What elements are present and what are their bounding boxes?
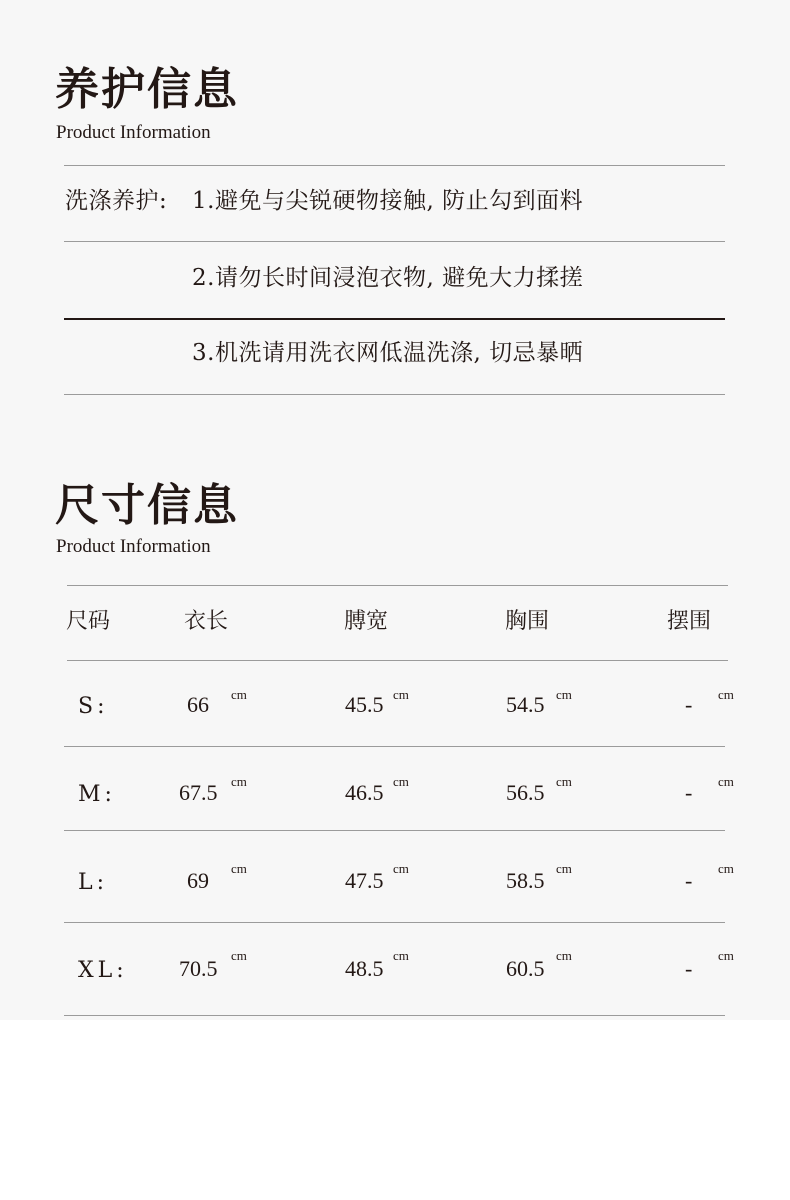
header-chest: 胸围 [505, 609, 550, 634]
care-divider [64, 241, 725, 242]
table-divider [64, 830, 725, 831]
unit-label: cm [718, 687, 734, 702]
unit-label: cm [718, 948, 734, 963]
unit-label: cm [556, 687, 572, 702]
care-divider [64, 165, 725, 166]
unit-label: cm [393, 948, 409, 963]
length-value: 70.5 [179, 956, 218, 981]
unit-label: cm [556, 774, 572, 789]
unit-label: cm [393, 774, 409, 789]
unit-label: cm [393, 687, 409, 702]
care-subtitle: Product Information [56, 122, 211, 143]
header-shoulder: 膊宽 [344, 609, 389, 634]
header-length: 衣长 [184, 609, 229, 634]
unit-label: cm [556, 861, 572, 876]
length-value: 66 [187, 692, 209, 717]
shoulder-value: 45.5 [345, 692, 384, 717]
shoulder-value: 46.5 [345, 780, 384, 805]
unit-label: cm [231, 774, 247, 789]
unit-label: cm [231, 948, 247, 963]
unit-label: cm [556, 948, 572, 963]
care-label: 洗涤养护: [65, 188, 168, 214]
unit-label: cm [231, 861, 247, 876]
care-divider [64, 394, 725, 395]
chest-value: 60.5 [506, 956, 545, 981]
unit-label: cm [231, 687, 247, 702]
size-title: 尺寸信息 [55, 480, 239, 531]
table-divider [64, 746, 725, 747]
unit-label: cm [718, 774, 734, 789]
size-cell: XL: [78, 958, 128, 983]
unit-label: cm [718, 861, 734, 876]
table-divider [64, 922, 725, 923]
chest-value: 58.5 [506, 868, 545, 893]
care-item-3: 3.机洗请用洗衣网低温洗涤, 切忌暴晒 [192, 340, 584, 366]
header-size: 尺码 [66, 609, 111, 634]
table-divider [67, 660, 728, 661]
hem-value: - [685, 692, 693, 717]
chest-value: 54.5 [506, 692, 545, 717]
hem-value: - [685, 780, 693, 805]
care-item-1: 1.避免与尖锐硬物接触, 防止勾到面料 [192, 188, 584, 214]
care-item-2: 2.请勿长时间浸泡衣物, 避免大力揉搓 [192, 265, 584, 291]
care-divider [64, 318, 725, 320]
size-cell: M: [78, 782, 116, 807]
unit-label: cm [393, 861, 409, 876]
length-value: 67.5 [179, 780, 218, 805]
size-cell: S: [78, 694, 109, 719]
shoulder-value: 48.5 [345, 956, 384, 981]
length-value: 69 [187, 868, 209, 893]
table-divider [67, 585, 728, 586]
care-title: 养护信息 [55, 64, 239, 115]
chest-value: 56.5 [506, 780, 545, 805]
shoulder-value: 47.5 [345, 868, 384, 893]
header-hem: 摆围 [667, 609, 712, 634]
size-cell: L: [78, 870, 109, 895]
hem-value: - [685, 956, 693, 981]
table-divider [64, 1015, 725, 1016]
size-subtitle: Product Information [56, 536, 211, 557]
hem-value: - [685, 868, 693, 893]
